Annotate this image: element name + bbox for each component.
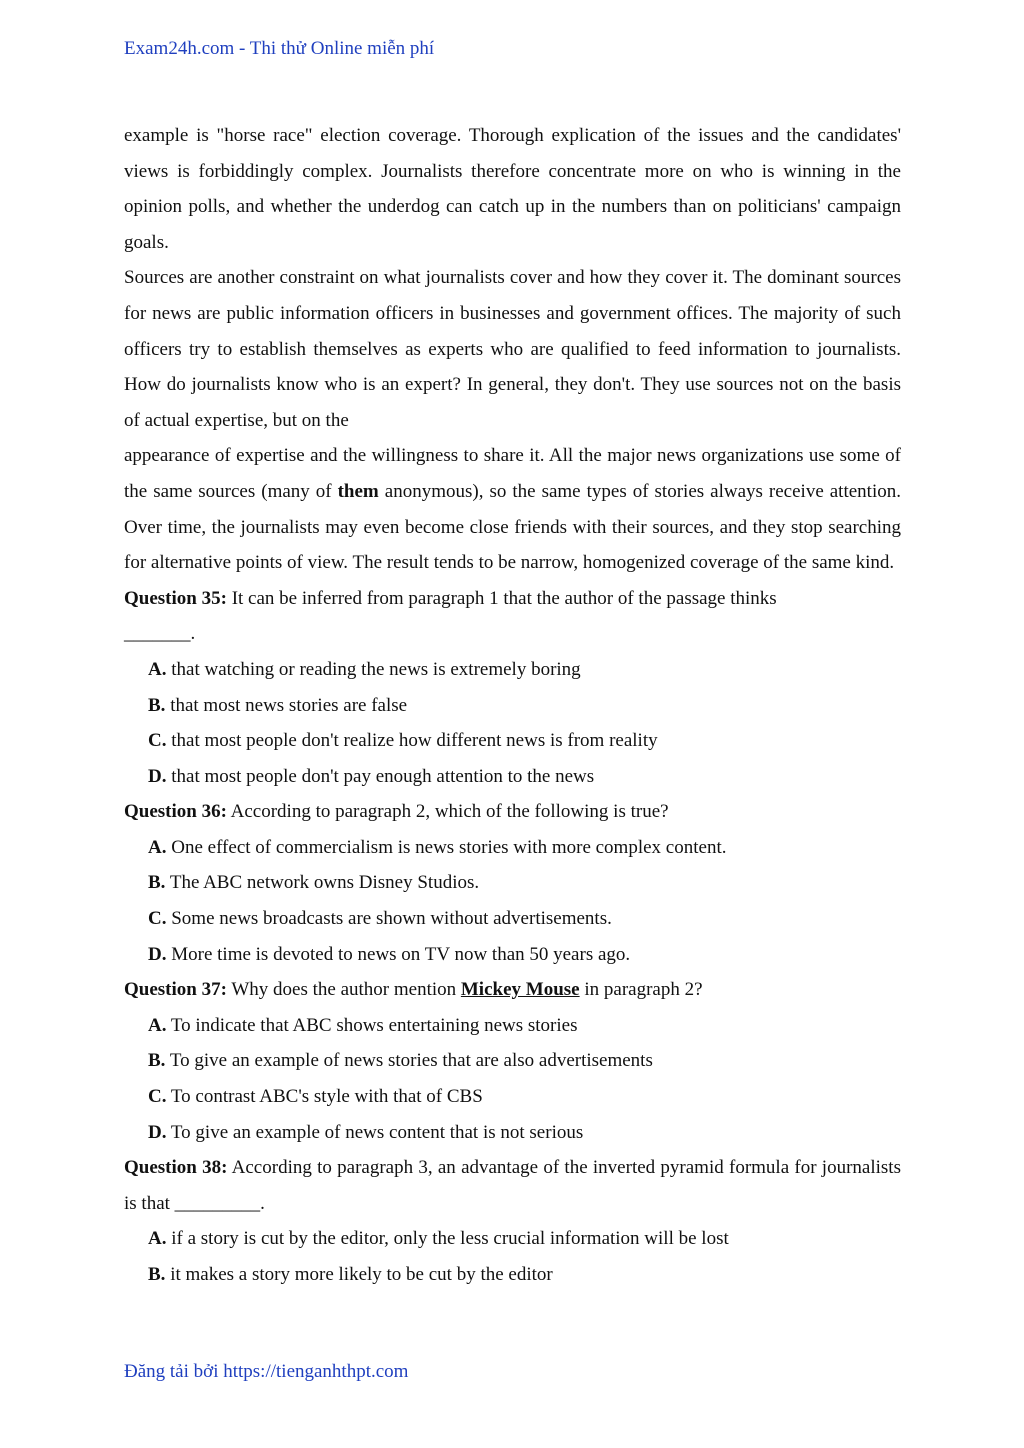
option-text: that most news stories are false xyxy=(165,694,408,716)
option-letter: D. xyxy=(148,943,167,965)
option-36-d[interactable] xyxy=(124,937,901,973)
option-text: it makes a story more likely to be cut by the editor xyxy=(165,1264,553,1285)
passage-text: appearance of expertise and the willingness to share it. All the major news organizations use some of the same sources (many of xyxy=(124,445,901,502)
option-text: that most people don't pay enough attention to the news xyxy=(166,765,595,787)
option-37-b[interactable] xyxy=(124,1043,901,1079)
main-content xyxy=(124,118,901,1293)
referent-word: them xyxy=(337,480,379,502)
option-letter: A. xyxy=(148,1014,167,1036)
option-text: To give an example of news stories that are also advertisements xyxy=(165,1050,653,1072)
option-letter: C. xyxy=(148,1086,167,1108)
option-text: if a story is cut by the editor, only the less crucial information will be lost xyxy=(166,1228,729,1250)
question-label: Question 35: xyxy=(124,587,227,609)
option-37-c[interactable] xyxy=(124,1079,901,1115)
option-letter: A. xyxy=(148,1228,167,1250)
option-text: that most people don't realize how different news is from reality xyxy=(166,730,658,752)
passage-text: anonymous), so the same types of stories always receive attention. Over time, the journalists may even become close friends with their sources, and they stop searching for alternative points of view. The result tends to be narrow, homogenized coverage of the same kind. xyxy=(124,480,901,574)
option-text: The ABC network owns Disney Studios. xyxy=(165,872,480,894)
question-text: in paragraph 2? xyxy=(579,979,703,1001)
option-text: that watching or reading the news is extremely boring xyxy=(166,658,581,680)
option-35-b[interactable] xyxy=(124,688,901,724)
option-text: To give an example of news content that is not serious xyxy=(166,1121,584,1143)
option-letter: B. xyxy=(148,1050,166,1072)
question-text: According to paragraph 3, an advantage of the inverted pyramid formula for journalists is that _________. xyxy=(124,1157,901,1214)
option-38-b[interactable] xyxy=(124,1257,901,1293)
question-36 xyxy=(124,794,901,830)
option-letter: C. xyxy=(148,730,167,752)
option-letter: B. xyxy=(148,1264,166,1285)
option-37-d[interactable] xyxy=(124,1115,901,1151)
question-37 xyxy=(124,972,901,1008)
question-35 xyxy=(124,581,901,617)
option-letter: C. xyxy=(148,908,167,930)
option-text: One effect of commercialism is news stories with more complex content. xyxy=(166,836,727,858)
option-text: To contrast ABC's style with that of CBS xyxy=(166,1086,483,1108)
passage-paragraph-2-part-2 xyxy=(124,438,901,580)
question-text: Why does the author mention xyxy=(226,979,461,1001)
option-text: More time is devoted to news on TV now than 50 years ago. xyxy=(166,943,631,965)
question-label: Question 37: xyxy=(124,979,227,1001)
option-38-a[interactable] xyxy=(124,1221,901,1257)
question-38 xyxy=(124,1150,901,1221)
question-label: Question 36: xyxy=(124,801,227,823)
page-header: Exam24h.com - Thi thử Online miễn phí xyxy=(124,38,435,59)
option-letter: A. xyxy=(148,836,167,858)
question-label: Question 38: xyxy=(124,1157,228,1179)
option-letter: A. xyxy=(148,658,167,680)
option-letter: B. xyxy=(148,872,166,894)
highlighted-phrase: Mickey Mouse xyxy=(460,979,580,1001)
option-35-a[interactable] xyxy=(124,652,901,688)
option-35-d[interactable] xyxy=(124,759,901,795)
question-text: It can be inferred from paragraph 1 that the author of the passage thinks xyxy=(226,587,777,609)
option-letter: D. xyxy=(148,1121,167,1143)
option-37-a[interactable] xyxy=(124,1008,901,1044)
answer-blank: _______. xyxy=(124,623,196,645)
option-letter: B. xyxy=(148,694,166,716)
option-letter: D. xyxy=(148,765,167,787)
question-text: According to paragraph 2, which of the following is true? xyxy=(226,801,669,823)
passage-paragraph-2-part-1: Sources are another constraint on what journalists cover and how they cover it. The dominant sources for news are public information officers in businesses and government offices. The majority of such officers try to establish themselves as experts who are qualified to feed information to journalists. How do journalists know who is an expert? In general, they don't. They use sources not on the basis of actual expertise, but on the xyxy=(124,267,901,431)
passage-paragraph-1: example is "horse race" election coverage. Thorough explication of the issues and the candidates' views is forbiddingly complex. Journalists therefore concentrate more on who is winning in the opinion polls, and whether the underdog can catch up in the numbers than on politicians' campaign goals. xyxy=(124,125,901,253)
option-text: Some news broadcasts are shown without advertisements. xyxy=(166,908,612,930)
option-text: To indicate that ABC shows entertaining news stories xyxy=(166,1014,578,1036)
option-36-b[interactable] xyxy=(124,865,901,901)
option-35-c[interactable] xyxy=(124,723,901,759)
page-footer: Đăng tải bởi https://tienganhthpt.com xyxy=(124,1361,409,1382)
option-36-c[interactable] xyxy=(124,901,901,937)
option-36-a[interactable] xyxy=(124,830,901,866)
